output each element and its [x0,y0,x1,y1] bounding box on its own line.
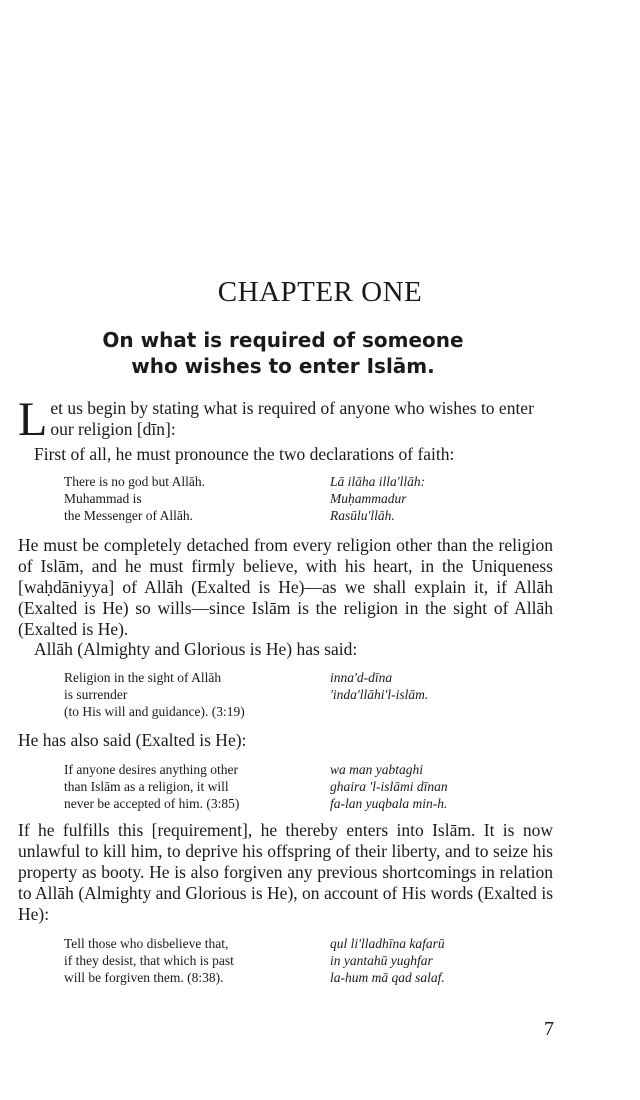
quote-line: the Messenger of Allāh. [64,508,193,523]
shahada-transliteration [330,473,530,524]
intro-text: et us begin by stating what is required of anyone who wishes to enter our religion [dīn]: [50,398,534,439]
drop-cap: L [18,393,48,446]
chapter-subtitle [0,327,566,379]
quote-line: Muhammad is [64,491,142,506]
page-number: 7 [544,1018,554,1040]
quote-line: wa man yabtaghi [330,762,423,777]
fulfills-paragraph: If he fulfills this [requirement], he thereby enters into Islām. It is now unlawful to kill him, to deprive his offspring of their liberty, and to seize his property as booty. He is also forgiven any previous shortcomings in relation to Allāh (Almighty and Glorious is He), on account of His words (Exalted is He): [18,820,553,924]
shahada-english [64,473,314,524]
quote-line: never be accepted of him. (3:85) [64,796,240,811]
quote-line: than Islām as a religion, it will [64,779,229,794]
chapter-title: CHAPTER ONE [217,276,423,308]
quote-line: Tell those who disbelieve that, [64,936,229,951]
quote-line: If anyone desires anything other [64,762,238,777]
subtitle-line-1: On what is required of someone [102,328,464,352]
quote-line: ghaira 'l-islāmi dīnan [330,779,448,794]
quote-line: fa-lan yuqbala min-h. [330,796,448,811]
quote-line: Religion in the sight of Allāh [64,670,222,685]
disbelieve-transliteration [330,935,530,986]
also-said-paragraph: He has also said (Exalted is He): [18,730,247,750]
quote-line: if they desist, that which is past [64,953,234,968]
quote-line: is surrender [64,687,128,702]
quote-line: will be forgiven them. (8:38). [64,970,224,985]
allah-said-paragraph: Allāh (Almighty and Glorious is He) has said: [34,639,358,659]
quote-line: There is no god but Allāh. [64,474,205,489]
quote-line: in yantahū yughfar [330,953,433,968]
intro-paragraph [18,393,553,446]
quote-line: la-hum mā qad salaf. [330,970,445,985]
first-of-all-paragraph: First of all, he must pronounce the two declarations of faith: [34,444,455,464]
quote-line: Rasūlu'llāh. [330,508,395,523]
quote-line: (to His will and guidance). (3:19) [64,704,245,719]
quote-line: Muḥammadur [330,491,407,506]
religion-english [64,669,314,720]
quote-line: 'inda'llāhi'l-islām. [330,687,429,702]
quote-line: qul li'lladhīna kafarū [330,936,445,951]
religion-transliteration [330,669,530,703]
subtitle-line-2: who wishes to enter Islām. [131,354,435,378]
desires-english [64,761,314,812]
detached-paragraph: He must be completely detached from every religion other than the religion of Islām, and he must firmly believe, with his heart, in the Uniqueness [waḥdāniyya] of Allāh (Exalted is He)—as we shall explain it, if Allāh (Exalted is He) so wills—since Islām is the religion in the sight of Allāh (Exalted is He). [18,535,553,639]
disbelieve-english [64,935,314,986]
quote-line: inna'd-dīna [330,670,393,685]
quote-line: Lā ilāha illa'llāh: [330,474,426,489]
desires-transliteration [330,761,530,812]
